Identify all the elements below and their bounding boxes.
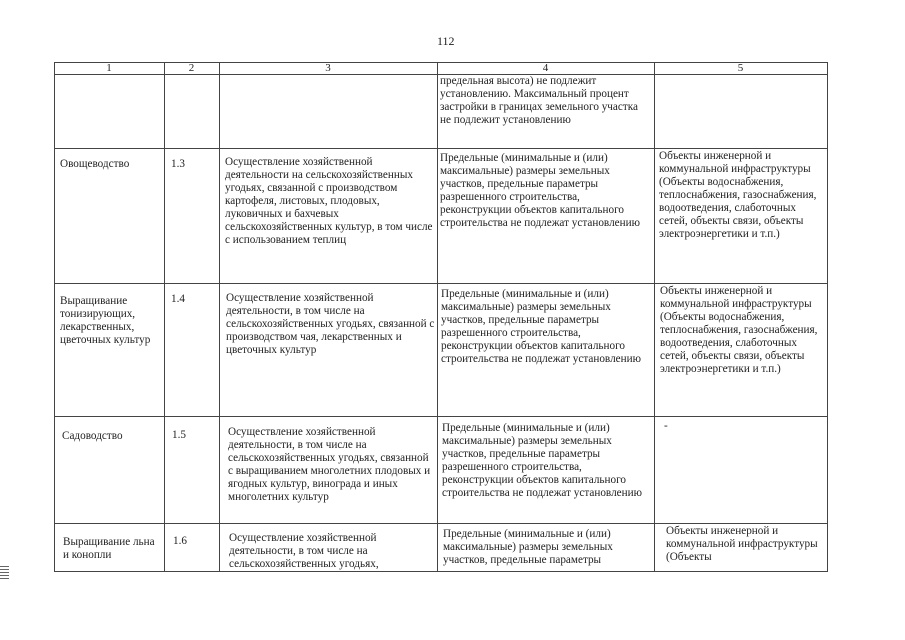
header-col-3: 3	[325, 62, 331, 74]
row-objects: Объекты инженерной и коммунальной инфраструктуры (Объекты водоснабжения, теплоснабжения, газоснабжения, водоотведения, слаботочных сетей, объекты связи, объекты электроэнергетики и т.п.)	[660, 285, 818, 375]
zoning-table	[54, 62, 828, 572]
row-code: 1.3	[171, 158, 185, 170]
column-divider	[654, 62, 655, 572]
row-objects: Объекты инженерной и коммунальной инфраструктуры (Объекты водоснабжения, теплоснабжения, газоснабжения, водоотведения, слаботочных сетей, объекты связи, объекты электроэнергетики и т.п.)	[659, 150, 817, 240]
row-parameters: Предельные (минимальные и (или) максимальные) размеры земельных участков, предельные параметры разрешенного строительства, реконструкции объектов капитального строительства не подлежат установлению	[442, 422, 642, 499]
row-name: Овощеводство	[60, 158, 130, 170]
row-code: 1.6	[173, 535, 187, 547]
row-description: Осуществление хозяйственной деятельности на сельскохозяйственных угодьях, связанной с производством картофеля, листовых, плодовых, луковичных и бахчевых сельскохозяйственных культур, в том числе с использованием теплиц	[225, 156, 433, 246]
row-objects	[658, 76, 823, 148]
header-col-2: 2	[188, 62, 195, 74]
row-description: Осуществление хозяйственной деятельности, в том числе на сельскохозяйственных угодьях,	[229, 532, 379, 570]
row-description: Осуществление хозяйственной деятельности, в том числе на сельскохозяйственных угодьях, связанной с производством чая, лекарственных и цветочных культур	[226, 292, 435, 356]
row-name: Выращивание льна и конопли	[63, 536, 155, 561]
row-parameters: Предельные (минимальные и (или) максимальные) размеры земельных участков, предельные параметры разрешенного строительства, реконструкции объектов капитального строительства не подлежат установлению	[440, 152, 640, 229]
row-name: Садоводство	[62, 430, 123, 442]
row-description	[225, 76, 433, 148]
row-name: Выращивание тонизирующих, лекарственных, цветочных культур	[60, 295, 151, 346]
row-code: 1.4	[171, 293, 185, 305]
row-description: Осуществление хозяйственной деятельности, в том числе на сельскохозяйственных угодьях, связанной с выращиванием многолетних плодовых и ягодных культур, винограда и иных многолетних культур	[228, 426, 431, 503]
row-objects: Объекты инженерной и коммунальной инфраструктуры (Объекты	[666, 525, 818, 563]
column-divider	[437, 62, 438, 572]
row-divider	[54, 283, 828, 284]
header-col-5: 5	[737, 62, 744, 74]
row-name	[59, 76, 161, 148]
row-parameters: Предельные (минимальные и (или) максимальные) размеры земельных участков, предельные параметры	[443, 528, 613, 566]
header-col-4: 4	[542, 62, 549, 74]
header-col-1: 1	[106, 62, 112, 74]
table-border-left	[54, 62, 55, 572]
page-number: 112	[437, 34, 455, 48]
row-divider	[54, 416, 828, 417]
row-objects: -	[664, 420, 668, 432]
row-code	[169, 76, 217, 148]
row-divider	[54, 148, 828, 149]
table-border-bottom	[54, 571, 828, 572]
row-parameters: предельная высота) не подлежит установлению. Максимальный процент застройки в границах земельного участка не подлежит установлению	[440, 75, 638, 126]
row-divider	[54, 523, 828, 524]
row-code: 1.5	[172, 429, 186, 441]
table-border-right	[827, 62, 828, 572]
binding-marks	[0, 566, 10, 586]
row-parameters: Предельные (минимальные и (или) максимальные) размеры земельных участков, предельные параметры разрешенного строительства, реконструкции объектов капитального строительства не подлежат установлению	[441, 288, 641, 365]
column-divider	[219, 62, 220, 572]
column-divider	[164, 62, 165, 572]
